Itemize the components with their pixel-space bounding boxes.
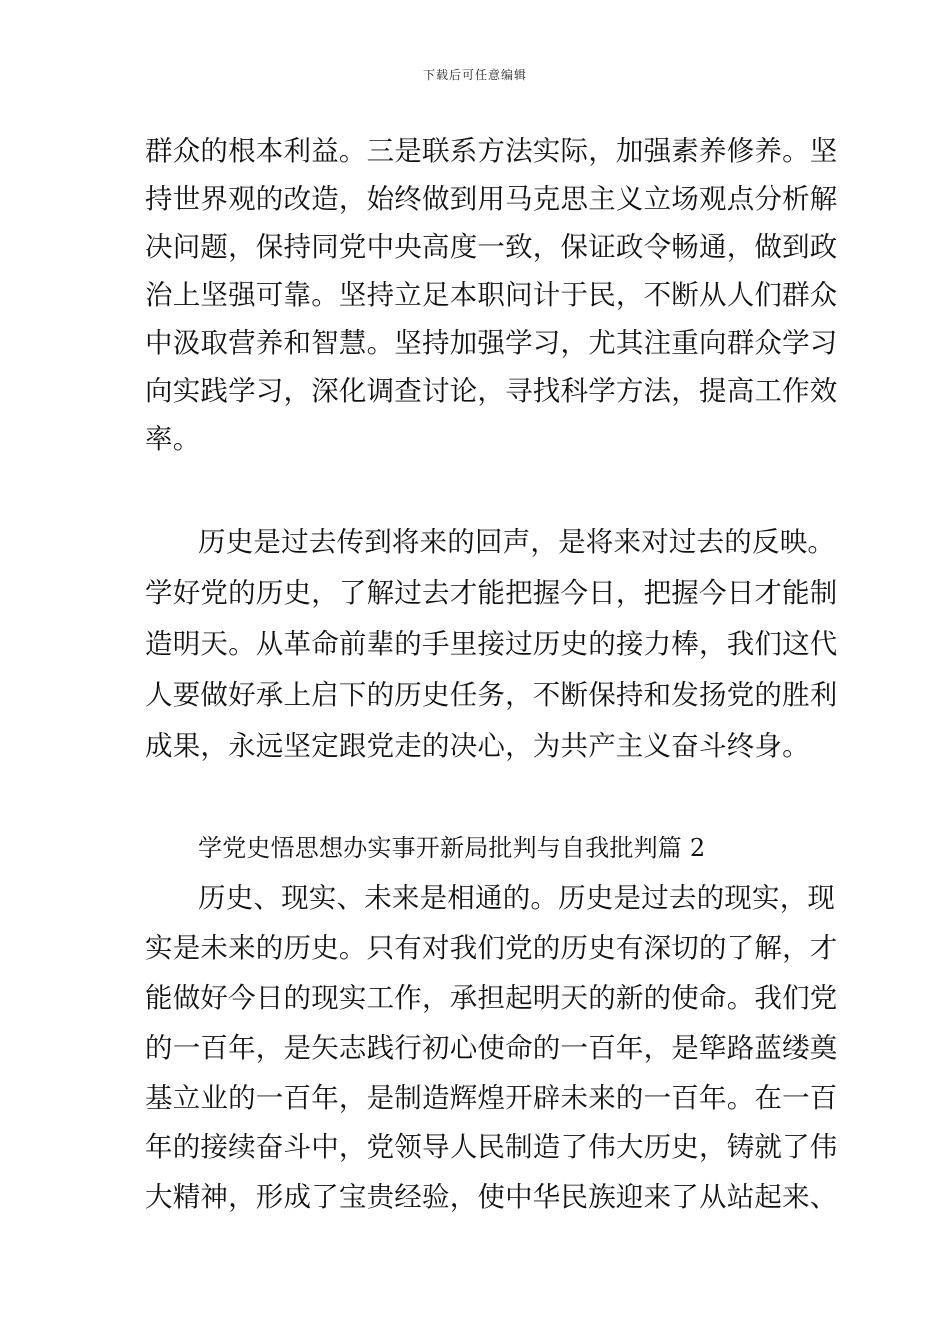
paragraph-line: 群众的根本利益。三是联系方法实际，加强素养修养。坚 — [145, 135, 838, 167]
paragraph-line: 历史是过去传到将来的回声，是将来对过去的反映。 — [198, 526, 836, 558]
paragraph-line: 持世界观的改造，始终做到用马克思主义立场观点分析解 — [145, 183, 838, 215]
paragraph-line: 决问题，保持同党中央高度一致，保证政令畅通，做到政 — [145, 231, 838, 263]
paragraph-line: 实是未来的历史。只有对我们党的历史有深切的了解，才 — [145, 932, 838, 964]
paragraph-line: 中汲取营养和智慧。坚持加强学习，尤其注重向群众学习 — [145, 327, 838, 359]
paragraph-line: 年的接续奋斗中，党领导人民制造了伟大历史，铸就了伟 — [145, 1131, 838, 1163]
paragraph-line: 大精神，形成了宝贵经验，使中华民族迎来了从站起来、 — [145, 1181, 838, 1213]
paragraph-line: 向实践学习，深化调查讨论，寻找科学方法，提高工作效 — [145, 375, 838, 407]
paragraph-line: 率。 — [145, 423, 201, 455]
paragraph-line: 历史、现实、未来是相通的。历史是过去的现实，现 — [198, 882, 836, 914]
header-note: 下载后可任意编辑 — [422, 68, 527, 82]
paragraph-line: 的一百年，是矢志践行初心使命的一百年，是筚路蓝缕奠 — [145, 1032, 838, 1064]
paragraph-line: 能做好今日的现实工作，承担起明天的新的使命。我们党 — [145, 982, 838, 1014]
paragraph-line: 造明天。从革命前辈的手里接过历史的接力棒，我们这代 — [145, 628, 838, 660]
paragraph-line: 人要做好承上启下的历史任务，不断保持和发扬党的胜利 — [145, 679, 838, 711]
paragraph-line: 基立业的一百年，是制造辉煌开辟未来的一百年。在一百 — [145, 1082, 838, 1114]
paragraph-line: 成果，永远坚定跟党走的决心，为共产主义奋斗终身。 — [145, 730, 810, 762]
paragraph-line: 治上坚强可靠。坚持立足本职问计于民，不断从人们群众 — [145, 279, 838, 311]
section-heading: 学党史悟思想办实事开新局批判与自我批判篇 2 — [198, 834, 706, 862]
paragraph-line: 学好党的历史，了解过去才能把握今日，把握今日才能制 — [145, 577, 838, 609]
